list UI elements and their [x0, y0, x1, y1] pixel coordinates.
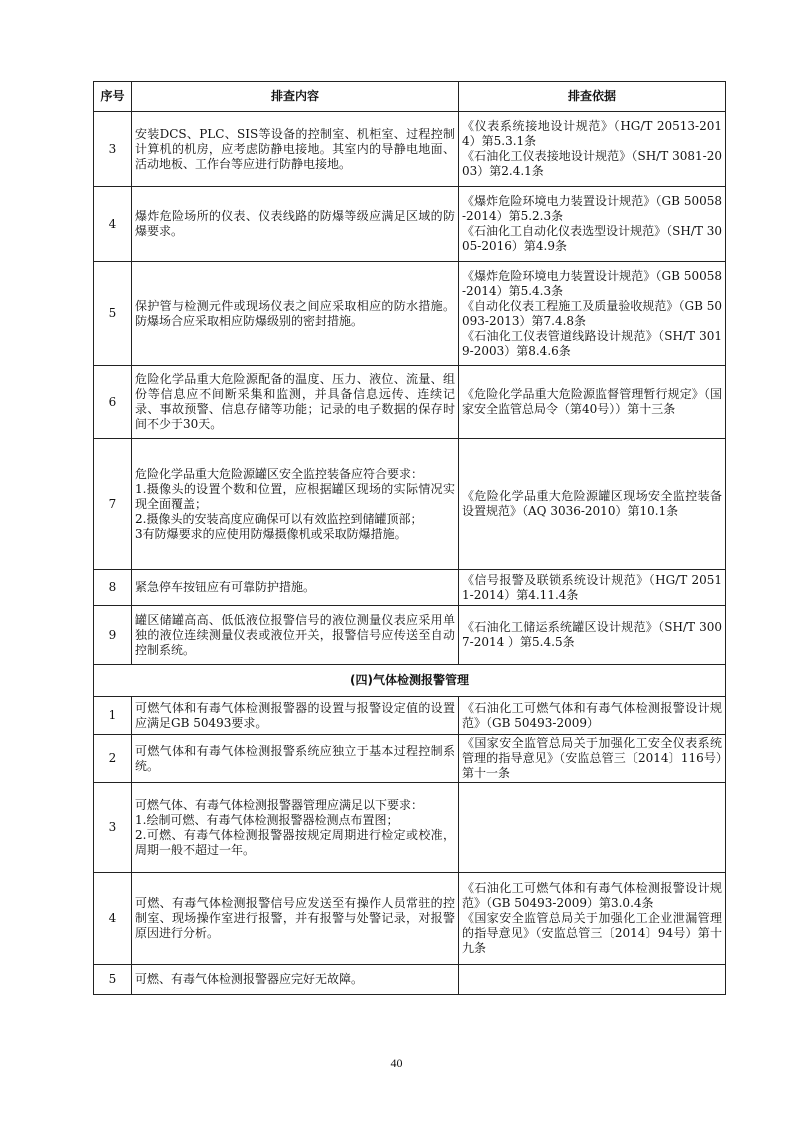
header-basis: 排查依据 [459, 82, 726, 112]
table-row [94, 783, 726, 873]
row-index: 4 [94, 873, 132, 965]
row-basis [459, 262, 726, 366]
row-index: 2 [94, 735, 132, 783]
basis-line: 《国家安全监管总局关于加强化工企业泄漏管理的指导意见》（安监总管三〔2014〕94号）第十九条 [462, 911, 722, 955]
row-basis [459, 366, 726, 439]
content-line: 可燃、有毒气体检测报警信号应发送至有操作人员常驻的控制室、现场操作室进行报警，并有报警与处警记录，对报警原因进行分析。 [135, 896, 455, 940]
table-row [94, 112, 726, 187]
header-row [94, 82, 726, 112]
table-row [94, 965, 726, 995]
row-content [132, 783, 459, 873]
content-line: 危险化学品重大危险源配备的温度、压力、液位、流量、组份等信息应不间断采集和监测，并具备信息远传、连续记录、事故预警、信息存储等功能；记录的电子数据的保存时间不少于30天。 [135, 372, 455, 431]
basis-line: 《危险化学品重大危险源监督管理暂行规定》（国家安全监管总局令（第40号））第十三条 [462, 387, 722, 416]
table-row [94, 570, 726, 606]
row-basis [459, 965, 726, 995]
row-index: 3 [94, 112, 132, 187]
table-row [94, 262, 726, 366]
row-content [132, 262, 459, 366]
section-row [94, 665, 726, 697]
content-line: 可燃气体和有毒气体检测报警器的设置与报警设定值的设置应满足GB 50493要求。 [135, 700, 455, 730]
basis-line: 《石油化工自动化仪表选型设计规范》（SH/T 3005-2016）第4.9条 [462, 224, 722, 253]
table-row [94, 697, 726, 735]
inspection-table [93, 81, 726, 995]
row-index: 5 [94, 965, 132, 995]
row-content [132, 735, 459, 783]
content-line: 可燃气体、有毒气体检测报警器管理应满足以下要求： [135, 797, 424, 812]
row-index: 3 [94, 783, 132, 873]
content-line: 危险化学品重大危险源罐区安全监控装备应符合要求： [135, 466, 424, 481]
header-index: 序号 [94, 82, 132, 112]
content-line: 2.摄像头的安装高度应确保可以有效监控到储罐顶部； [135, 511, 423, 526]
basis-line: 《石油化工仪表接地设计规范》（SH/T 3081-2003）第2.4.1条 [462, 149, 722, 178]
basis-line: 《爆炸危险环境电力装置设计规范》（GB 50058-2014）第5.4.3条 [462, 268, 722, 298]
table-row [94, 439, 726, 570]
content-line: 罐区储罐高高、低低液位报警信号的液位测量仪表应采用单独的液位连续测量仪表或液位开关，报警信号应传送至自动控制系统。 [135, 612, 455, 657]
table-row [94, 735, 726, 783]
basis-line: 《石油化工储运系统罐区设计规范》（SH/T 3007-2014 ）第5.4.5条 [462, 620, 722, 649]
basis-line: 《石油化工可燃气体和有毒气体检测报警设计规范》（GB 50493-2009） [462, 700, 722, 730]
basis-line: 《自动化仪表工程施工及质量验收规范》（GB 50093-2013）第7.4.8条 [462, 298, 722, 328]
basis-line: 《石油化工可燃气体和有毒气体检测报警设计规范》（GB 50493-2009）第3.0.4条 [462, 881, 722, 910]
row-basis [459, 439, 726, 570]
row-content [132, 439, 459, 570]
content-line: 可燃气体和有毒气体检测报警系统应独立于基本过程控制系统。 [135, 743, 455, 773]
basis-line: 《爆炸危险环境电力装置设计规范》（GB 50058-2014）第5.2.3条 [462, 194, 722, 223]
row-content [132, 965, 459, 995]
basis-line: 《仪表系统接地设计规范》（HG/T 20513-2014）第5.3.1条 [462, 119, 722, 148]
row-index: 4 [94, 187, 132, 262]
row-index: 6 [94, 366, 132, 439]
content-line: 保护管与检测元件或现场仪表之间应采取相应的防水措施。防爆场合应采取相应防爆级别的密封措施。 [135, 298, 455, 328]
row-content [132, 112, 459, 187]
content-line: 2.可燃、有毒气体检测报警器按规定周期进行检定或校准，周期一般不超过一年。 [135, 827, 455, 857]
row-basis [459, 187, 726, 262]
table-row [94, 873, 726, 965]
row-content [132, 873, 459, 965]
row-basis [459, 112, 726, 187]
row-basis [459, 873, 726, 965]
row-basis [459, 570, 726, 606]
content-line: 3有防爆要求的应使用防爆摄像机或采取防爆措施。 [135, 526, 407, 541]
row-basis [459, 783, 726, 873]
row-index: 5 [94, 262, 132, 366]
content-line: 爆炸危险场所的仪表、仪表线路的防爆等级应满足区域的防爆要求。 [135, 209, 455, 238]
row-content [132, 606, 459, 665]
content-line: 1.摄像头的设置个数和位置，应根据罐区现场的实际情况实现全面覆盖； [135, 481, 455, 511]
row-content [132, 187, 459, 262]
basis-line: 《信号报警及联锁系统设计规范》（HG/T 20511-2014）第4.11.4条 [462, 572, 722, 602]
section-title: (四)气体检测报警管理 [94, 665, 726, 697]
row-basis [459, 735, 726, 783]
content-line: 可燃、有毒气体检测报警器应完好无故障。 [135, 972, 364, 986]
content-line: 紧急停车按钮应有可靠防护措施。 [135, 580, 316, 594]
row-index: 1 [94, 697, 132, 735]
content-line: 安装DCS、PLC、SIS等设备的控制室、机柜室、过程控制计算机的机房，应考虑防静电接地。其室内的导静电地面、活动地板、工作台等应进行防静电接地。 [135, 126, 455, 171]
page-number: 40 [390, 1056, 403, 1070]
row-basis [459, 606, 726, 665]
header-content: 排查内容 [132, 82, 459, 112]
basis-line: 《危险化学品重大危险源罐区现场安全监控装备设置规范》（AQ 3036-2010）第10.1条 [462, 489, 722, 518]
row-index: 9 [94, 606, 132, 665]
table-row [94, 187, 726, 262]
row-basis [459, 697, 726, 735]
row-content [132, 366, 459, 439]
basis-line: 《国家安全监管总局关于加强化工安全仪表系统管理的指导意见》（安监总管三〔2014〕116号）第十一条 [462, 736, 722, 780]
row-index: 8 [94, 570, 132, 606]
row-index: 7 [94, 439, 132, 570]
table-row [94, 606, 726, 665]
content-line: 1.绘制可燃、有毒气体检测报警器检测点布置图； [135, 812, 399, 827]
basis-line: 《石油化工仪表管道线路设计规范》（SH/T 3019-2003）第8.4.6条 [462, 328, 722, 358]
table-row [94, 366, 726, 439]
row-content [132, 570, 459, 606]
row-content [132, 697, 459, 735]
